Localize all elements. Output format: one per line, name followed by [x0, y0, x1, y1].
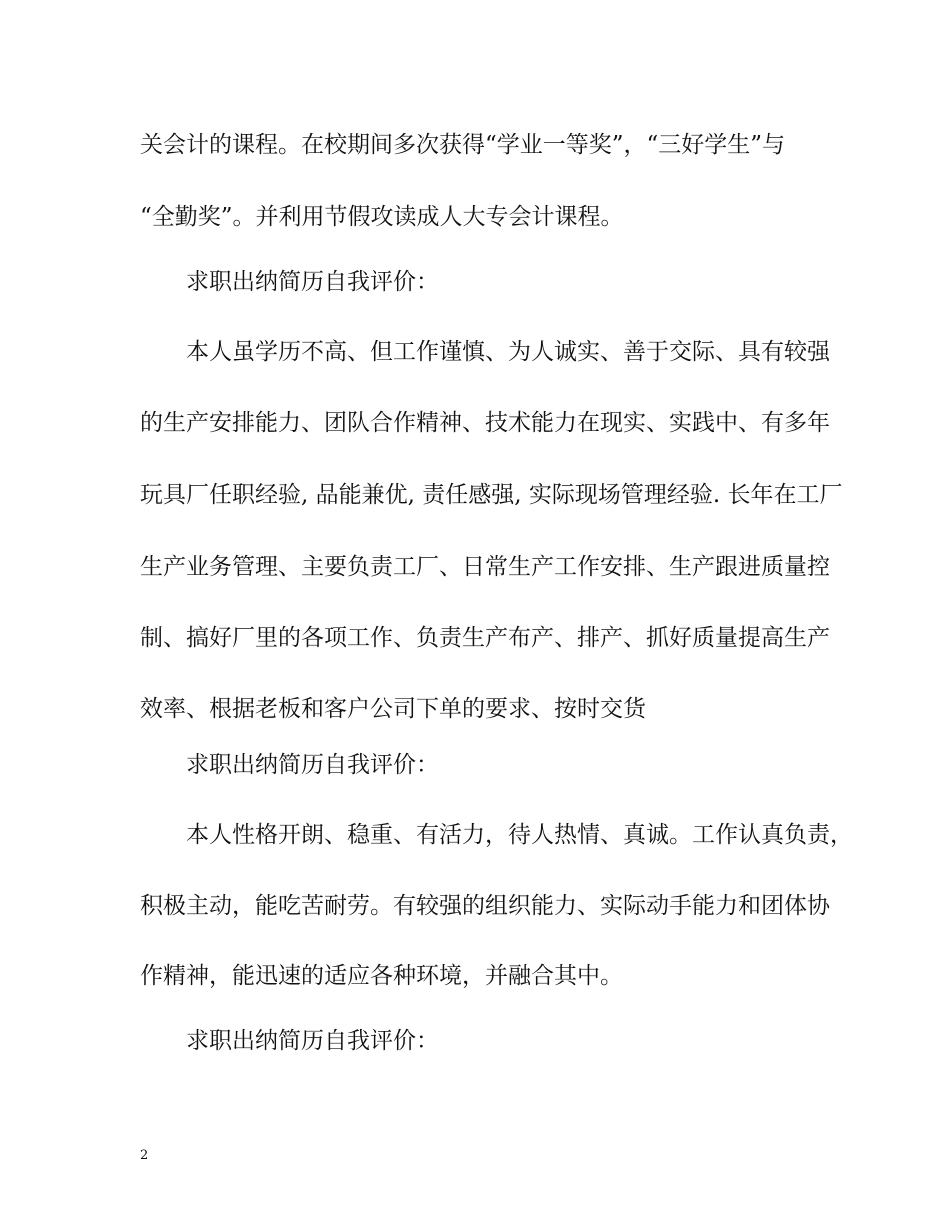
body-text-line: 生产业务管理、主要负责工厂、日常生产工作安排、生产跟进质量控 [140, 554, 830, 580]
body-text-line: “全勤奖”。并利用节假攻读成人大专会计课程。 [140, 204, 624, 230]
body-text-line: 积极主动，能吃苦耐劳。有较强的组织能力、实际动手能力和团体协 [140, 893, 830, 919]
page-number: 2 [140, 1148, 149, 1163]
body-text-line: 本人性格开朗、稳重、有活力，待人热情、真诚。工作认真负责， [186, 822, 853, 848]
body-text-line: 的生产安排能力、团队合作精神、技术能力在现实、实践中、有多年 [140, 410, 830, 436]
body-text-line: 制、搞好厂里的各项工作、负责生产布产、排产、抓好质量提高生产 [140, 625, 830, 651]
body-text-line: 作精神，能迅速的适应各种环境，并融合其中。 [140, 963, 623, 989]
body-text-line: 玩具厂任职经验, 品能兼优, 责任感强, 实际现场管理经验. 长年在工厂 [140, 482, 843, 508]
section-heading: 求职出纳简历自我评价： [186, 269, 439, 295]
body-text-line: 关会计的课程。在校期间多次获得“学业一等奖”，“三好学生”与 [140, 132, 786, 158]
body-text-line: 效率、根据老板和客户公司下单的要求、按时交货 [140, 696, 646, 722]
section-heading: 求职出纳简历自我评价： [186, 1028, 439, 1054]
section-heading: 求职出纳简历自我评价： [186, 752, 439, 778]
body-text-line: 本人虽学历不高、但工作谨慎、为人诚实、善于交际、具有较强 [186, 339, 830, 365]
